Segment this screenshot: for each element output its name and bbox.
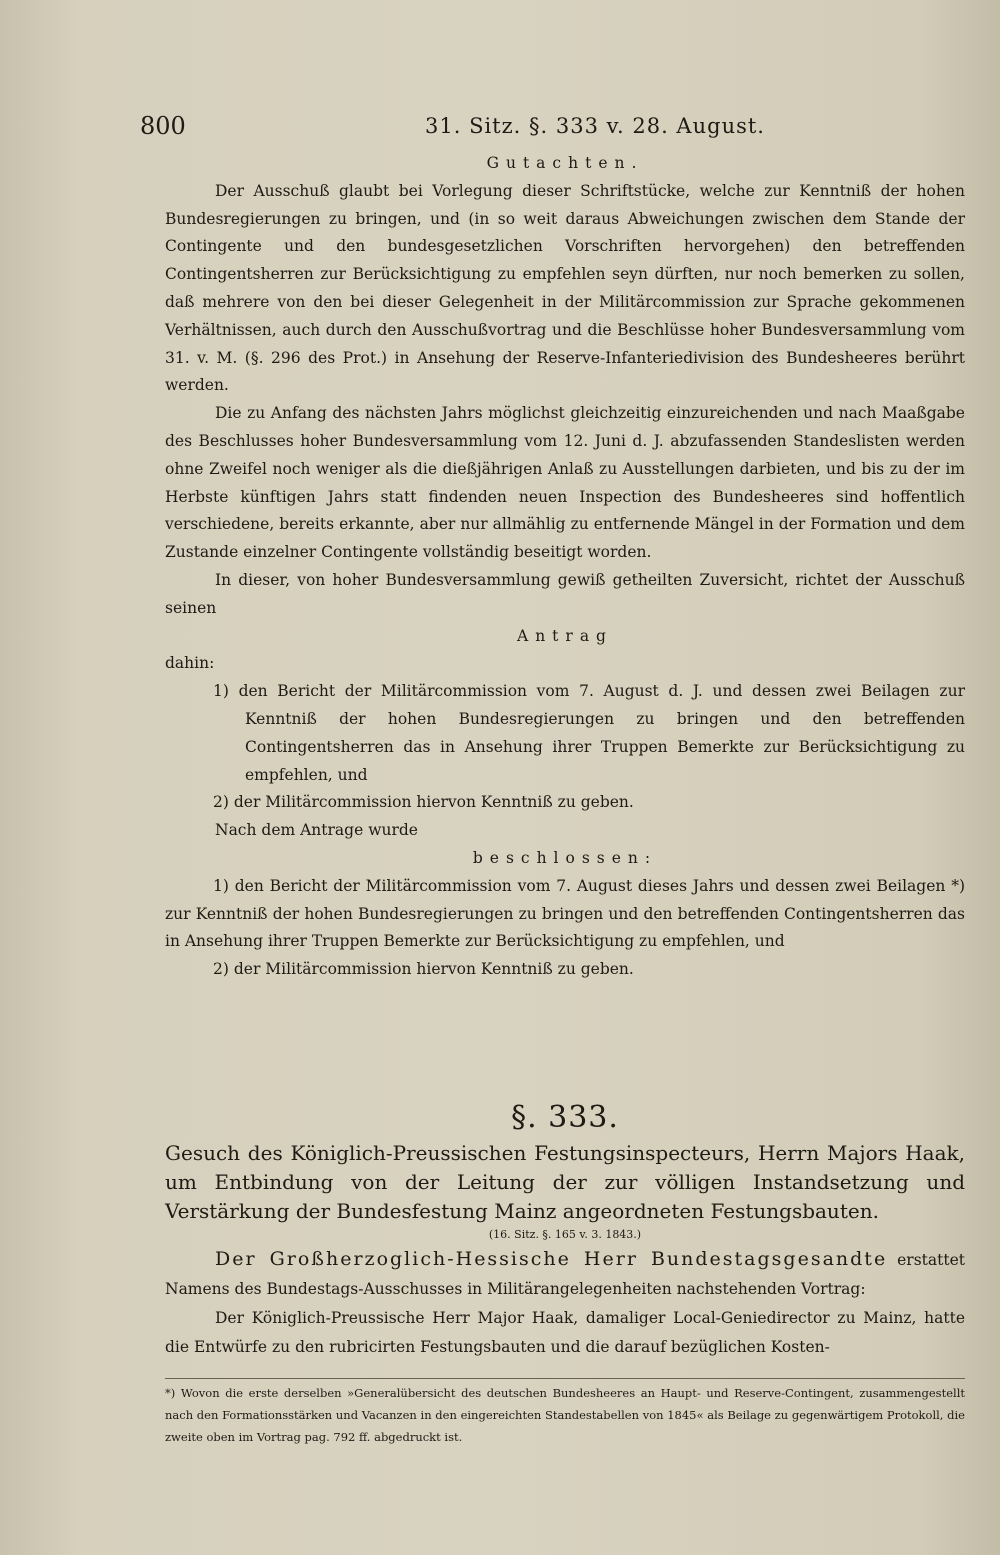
gutachten-paragraph-2: Die zu Anfang des nächsten Jahrs möglichst gleichzeitig einzureichenden und nach Maaßgabe des Beschlusses hoher Bundesversammlung vom 12. Juni d. J. abzufassenden Standeslisten werden ohne Zweifel noch weniger als die dießjährigen Anlaß zu Ausstellungen darbieten, und bis zu der im Herbste künftigen Jahrs statt findenden neuen Inspection des Bundesheeres sind hoffentlich verschiedene, bereits erkannte, aber nur allmählig zu entfernende Mängel in der Formation und dem Zustande einzelner Contingente vollständig beseitigt worden. <box>165 404 965 562</box>
antrag-item-1-text: den Bericht der Militärcommission vom 7. August d. J. und dessen zwei Beilagen zur Kenntniß der hohen Bundesregierungen zu bringen und den betreffenden Contingentsherren das in Ansehung ihrer Truppen Bemerkte zur Berücksichtigung zu empfehlen, und <box>238 682 965 784</box>
beschluss-item-1 <box>165 873 965 956</box>
section-envoy-line <box>165 1245 965 1304</box>
section-number: §. 333. <box>511 1100 619 1135</box>
gutachten-paragraph-1: Der Ausschuß glaubt bei Vorlegung dieser Schriftstücke, welche zur Kenntniß der hohen Bundesregierungen zu bringen, und (in so weit daraus Abweichungen zwischen dem Stande der Contingente und den bundesgesetzlichen Vorschriften hervorgehen) den betreffenden Contingentsherren zur Berücksichtigung zu empfehlen seyn dürften, nur noch bemerken zu sollen, daß mehrere von den bei dieser Gelegenheit in der Militärcommission zur Sprache gekommenen Verhältnissen, auch durch den Ausschußvortrag und die Beschlüsse hoher Bundesversammlung vom 31. v. M. (§. 296 des Prot.) in Ansehung der Reserve-Infanteriedivision des Bundesheeres berührt werden. <box>165 181 965 395</box>
antrag-item-2-number: 2) <box>213 793 229 812</box>
section-title: Gesuch des Königlich-Preussischen Festungsinspecteurs, Herrn Majors Haak, um Entbindung von der Leitung der zur völligen Instandsetzung und Verstärkung der Bundesfestung Mainz angeordneten Festungsbauten. <box>165 1141 965 1223</box>
beschluss-item-1-number: 1) <box>213 876 229 895</box>
antrag-lead: dahin: <box>165 654 215 673</box>
beschluss-item-2 <box>165 956 965 984</box>
antrag-item-2 <box>165 789 965 817</box>
beschluss-heading: beschlossen: <box>472 848 658 867</box>
section-reference: (16. Sitz. §. 165 v. 3. 1843.) <box>488 1228 642 1241</box>
antrag-heading: Antrag <box>517 626 613 645</box>
antrag-item-2-text: der Militärcommission hiervon Kenntniß zu geben. <box>233 793 634 812</box>
section-333 <box>165 1100 965 1362</box>
beschluss-item-1-text: den Bericht der Militärcommission vom 7. August dieses Jahrs und dessen zwei Beilagen *) zur Kenntniß der hohen Bundesregierungen zu bringen und den betreffenden Contingentsherren das in Ansehung ihrer Truppen Bemerkte zur Berücksichtigung zu empfehlen, und <box>165 876 965 951</box>
page-header <box>140 112 880 142</box>
section-envoy-rest: erstattet Namens des Bundestags-Ausschusses in Militärangelegenheiten nachstehenden Vortrag: <box>165 1251 965 1298</box>
beschluss-item-2-text: der Militärcommission hiervon Kenntniß zu geben. <box>233 960 634 979</box>
antrag-item-1 <box>165 678 965 789</box>
beschluss-item-2-number: 2) <box>213 960 229 979</box>
page-number: 800 <box>140 112 186 140</box>
running-head: 31. Sitz. §. 333 v. 28. August. <box>425 114 765 138</box>
main-text <box>165 150 965 984</box>
gutachten-heading: Gutachten. <box>486 154 644 172</box>
antrag-item-1-number: 1) <box>213 682 229 701</box>
beschluss-intro: Nach dem Antrage wurde <box>215 821 418 840</box>
gutachten-paragraph-3: In dieser, von hoher Bundesversammlung gewiß getheilten Zuversicht, richtet der Ausschuß seinen <box>165 570 965 617</box>
section-envoy: Der Großherzoglich-Hessische Herr Bundestagsgesandte <box>215 1248 888 1270</box>
footnote-divider <box>165 1378 965 1379</box>
footnote: *) Wovon die erste derselben »Generalübersicht des deutschen Bundesheeres an Haupt- und Reserve-Contingent, zusammengestellt nach den Formationsstärken und Vacanzen in den eingereichten Standestabellen von 1845« als Beilage zu gegenwärtigem Protokoll, die zweite oben im Vortrag pag. 792 ff. abgedruckt ist. <box>165 1386 965 1444</box>
section-paragraph-1: Der Königlich-Preussische Herr Major Haak, damaliger Local-Geniedirector zu Mainz, hatte die Entwürfe zu den rubricirten Festungsbauten und die darauf bezüglichen Kosten- <box>165 1309 965 1356</box>
